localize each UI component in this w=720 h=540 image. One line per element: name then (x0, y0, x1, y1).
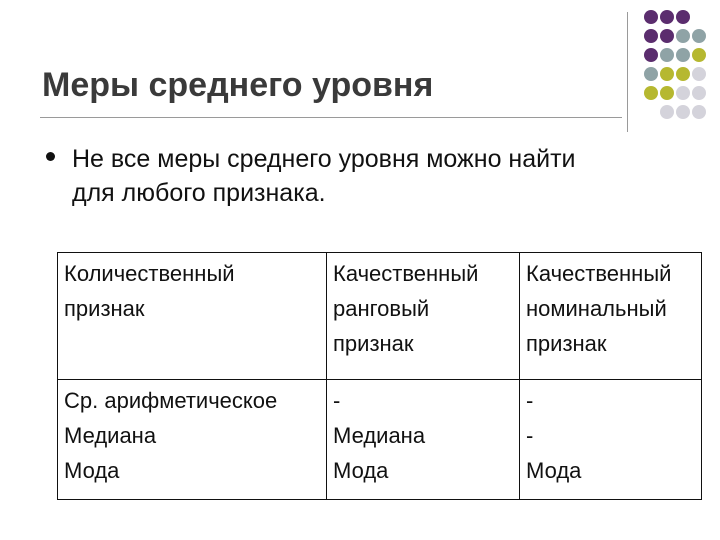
measures-table (57, 252, 702, 500)
cell-line: Мода (64, 458, 120, 483)
decorative-dot-grid (642, 10, 720, 125)
decorative-dot (644, 29, 658, 43)
header-ordinal (327, 253, 520, 380)
values-ordinal (327, 380, 520, 500)
vertical-divider (627, 12, 628, 132)
decorative-dot (644, 86, 658, 100)
cell-line: ранговый (333, 296, 430, 321)
bullet-text-line: для любого признака. (72, 179, 326, 207)
title-underline (40, 117, 622, 118)
values-nominal (520, 380, 702, 500)
values-quantitative (58, 380, 327, 500)
decorative-dot (692, 29, 706, 43)
cell-line: Медиана (333, 423, 426, 448)
slide-title: Меры среднего уровня (42, 66, 434, 104)
table-row (58, 380, 702, 500)
decorative-dot (676, 10, 690, 24)
decorative-dot (644, 67, 658, 81)
bullet-dot-icon (46, 152, 55, 161)
decorative-dot (644, 10, 658, 24)
decorative-dot (676, 29, 690, 43)
cell-line: Ср. арифметическое (64, 388, 278, 413)
cell-line: - (526, 423, 534, 448)
decorative-dot (692, 48, 706, 62)
decorative-dot (676, 86, 690, 100)
cell-line: признак (333, 331, 414, 356)
header-nominal (520, 253, 702, 380)
cell-line: - (526, 388, 534, 413)
decorative-dot (676, 67, 690, 81)
cell-line: Количественный (64, 261, 235, 286)
cell-line: номинальный (526, 296, 667, 321)
decorative-dot (660, 48, 674, 62)
header-quantitative (58, 253, 327, 380)
cell-line: Медиана (64, 423, 157, 448)
decorative-dot (692, 105, 706, 119)
decorative-dot (676, 105, 690, 119)
decorative-dot (676, 48, 690, 62)
decorative-dot (660, 29, 674, 43)
decorative-dot (660, 10, 674, 24)
cell-line: Мода (526, 458, 582, 483)
table-header-row (58, 253, 702, 380)
decorative-dot (660, 86, 674, 100)
bullet-text (72, 142, 576, 210)
cell-line: Качественный (526, 261, 672, 286)
decorative-dot (692, 86, 706, 100)
decorative-dot (644, 48, 658, 62)
cell-line: признак (526, 331, 607, 356)
decorative-dot (692, 67, 706, 81)
cell-line: Качественный (333, 261, 479, 286)
decorative-dot (660, 67, 674, 81)
decorative-dot (660, 105, 674, 119)
cell-line: признак (64, 296, 145, 321)
bullet-text-line: Не все меры среднего уровня можно найти (72, 145, 576, 173)
cell-line: Мода (333, 458, 389, 483)
cell-line: - (333, 388, 341, 413)
